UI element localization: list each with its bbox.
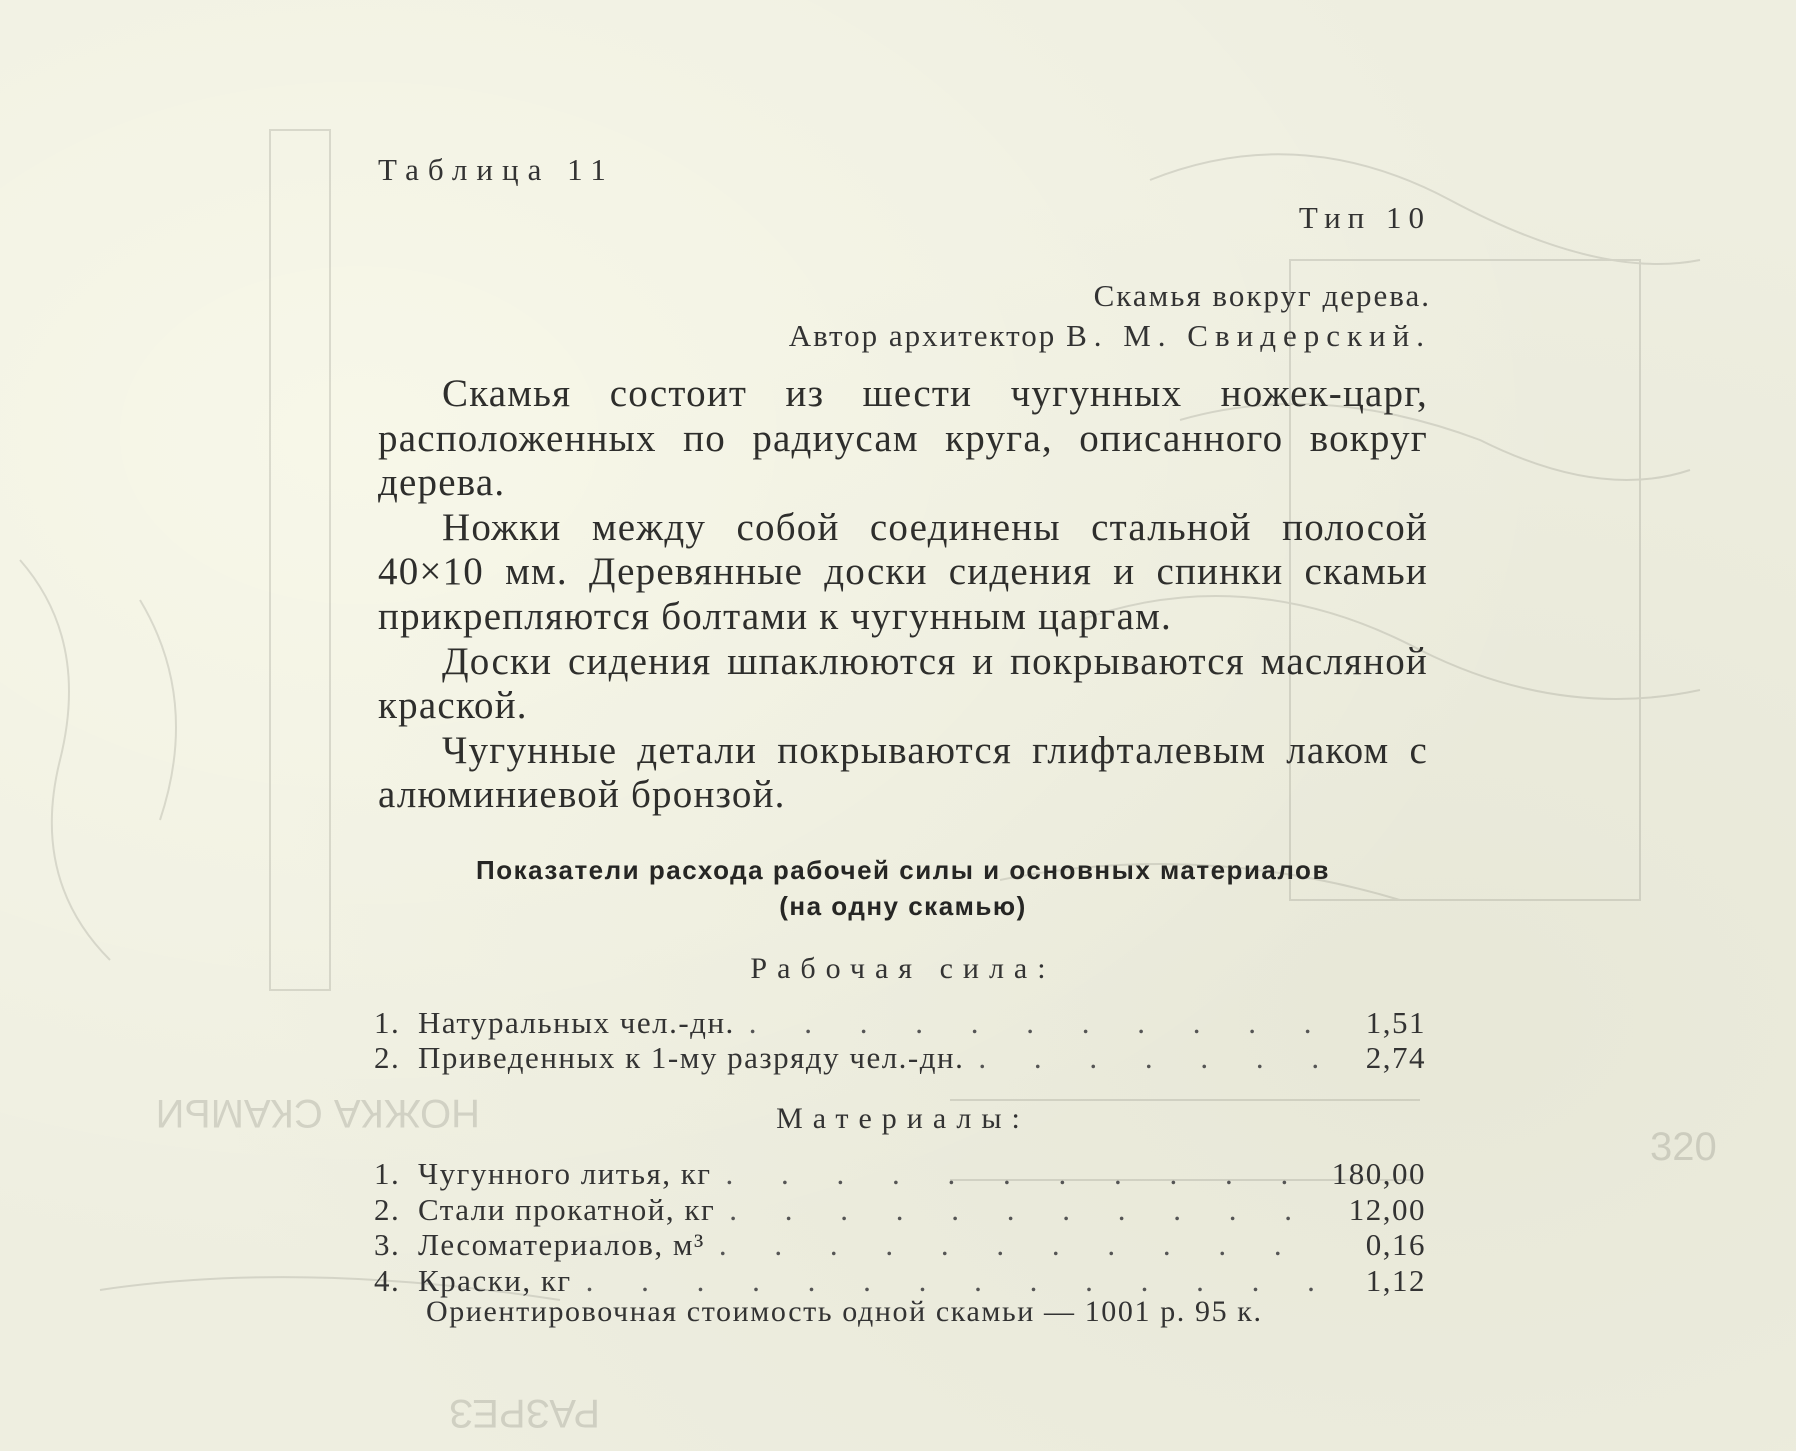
item-value: 2,74 <box>1365 1040 1426 1075</box>
item-number: 4. <box>374 1262 401 1298</box>
title-block <box>789 276 1431 356</box>
description-paragraph-3: Доски сидения шпаклюются и покрываются масляной краской. <box>378 639 1428 728</box>
item-number: 1. <box>374 1156 401 1191</box>
list-item <box>374 1040 1426 1075</box>
list-item <box>374 1005 1426 1040</box>
type-number-label: Тип 10 <box>1298 200 1431 235</box>
item-value: 12,00 <box>1348 1191 1426 1227</box>
svg-text:320: 320 <box>1650 1125 1717 1169</box>
materials-heading: Материалы: <box>776 1102 1030 1135</box>
dot-leader <box>712 1156 1324 1192</box>
item-label: Краски, кг <box>418 1262 572 1298</box>
item-value: 180,00 <box>1331 1156 1426 1191</box>
dot-leader <box>735 1005 1328 1041</box>
item-number: 1. <box>374 1005 401 1040</box>
item-label: Стали прокатной, кг <box>418 1191 716 1227</box>
list-item <box>374 1263 1426 1299</box>
item-number: 2. <box>374 1040 401 1075</box>
dot-leader <box>964 1040 1328 1076</box>
item-label: Чугунного литья, кг <box>418 1156 712 1191</box>
list-item <box>374 1156 1426 1192</box>
list-item <box>374 1227 1426 1263</box>
svg-text:НОЖКА СКАМЬИ: НОЖКА СКАМЬИ <box>155 1091 480 1135</box>
materials-list <box>374 1156 1426 1298</box>
dot-leader <box>705 1227 1328 1263</box>
author-name: В. М. Свидерский. <box>1066 318 1431 353</box>
indicators-heading-line-2: (на одну скамью) <box>779 891 1027 921</box>
dot-leader <box>572 1263 1328 1299</box>
list-item <box>374 1192 1426 1228</box>
item-number: 3. <box>374 1227 401 1262</box>
item-label: Приведенных к 1-му разряду чел.-дн. <box>418 1040 965 1075</box>
labor-list <box>374 1005 1426 1075</box>
item-label: Лесоматериалов, м³ <box>418 1227 705 1262</box>
item-value: 1,12 <box>1365 1262 1426 1298</box>
description-paragraph-1: Скамья состоит из шести чугунных ножек-царг, расположенных по радиусам круга, описанного вокруг дерева. <box>378 372 1428 505</box>
indicators-heading <box>378 852 1428 924</box>
item-value: 1,51 <box>1365 1005 1426 1040</box>
description-paragraph-4: Чугунные детали покрываются глифталевым лаком с алюминиевой бронзой. <box>378 728 1428 817</box>
indicators-heading-line-1: Показатели расхода рабочей силы и основных материалов <box>476 855 1330 885</box>
estimated-cost: Ориентировочная стоимость одной скамьи — 1001 р. 95 к. <box>426 1295 1263 1328</box>
dot-leader <box>715 1192 1328 1228</box>
description <box>378 372 1428 818</box>
svg-text:РАЗРЕЗ: РАЗРЕЗ <box>448 1391 600 1435</box>
labor-heading: Рабочая сила: <box>750 952 1056 985</box>
table-number-label: Таблица 11 <box>378 152 615 187</box>
author-prefix: Автор архитектор <box>788 318 1057 353</box>
item-value: 0,16 <box>1365 1227 1426 1262</box>
item-title: Скамья вокруг дерева. <box>1093 278 1431 313</box>
item-number: 2. <box>374 1191 401 1227</box>
item-label: Натуральных чел.-дн. <box>418 1005 735 1040</box>
description-paragraph-2: Ножки между собой соединены стальной полосой 40×10 мм. Деревянные доски сидения и спинки скамьи прикрепляются болтами к чугунным царгам. <box>378 505 1428 638</box>
author-line <box>789 316 1431 356</box>
